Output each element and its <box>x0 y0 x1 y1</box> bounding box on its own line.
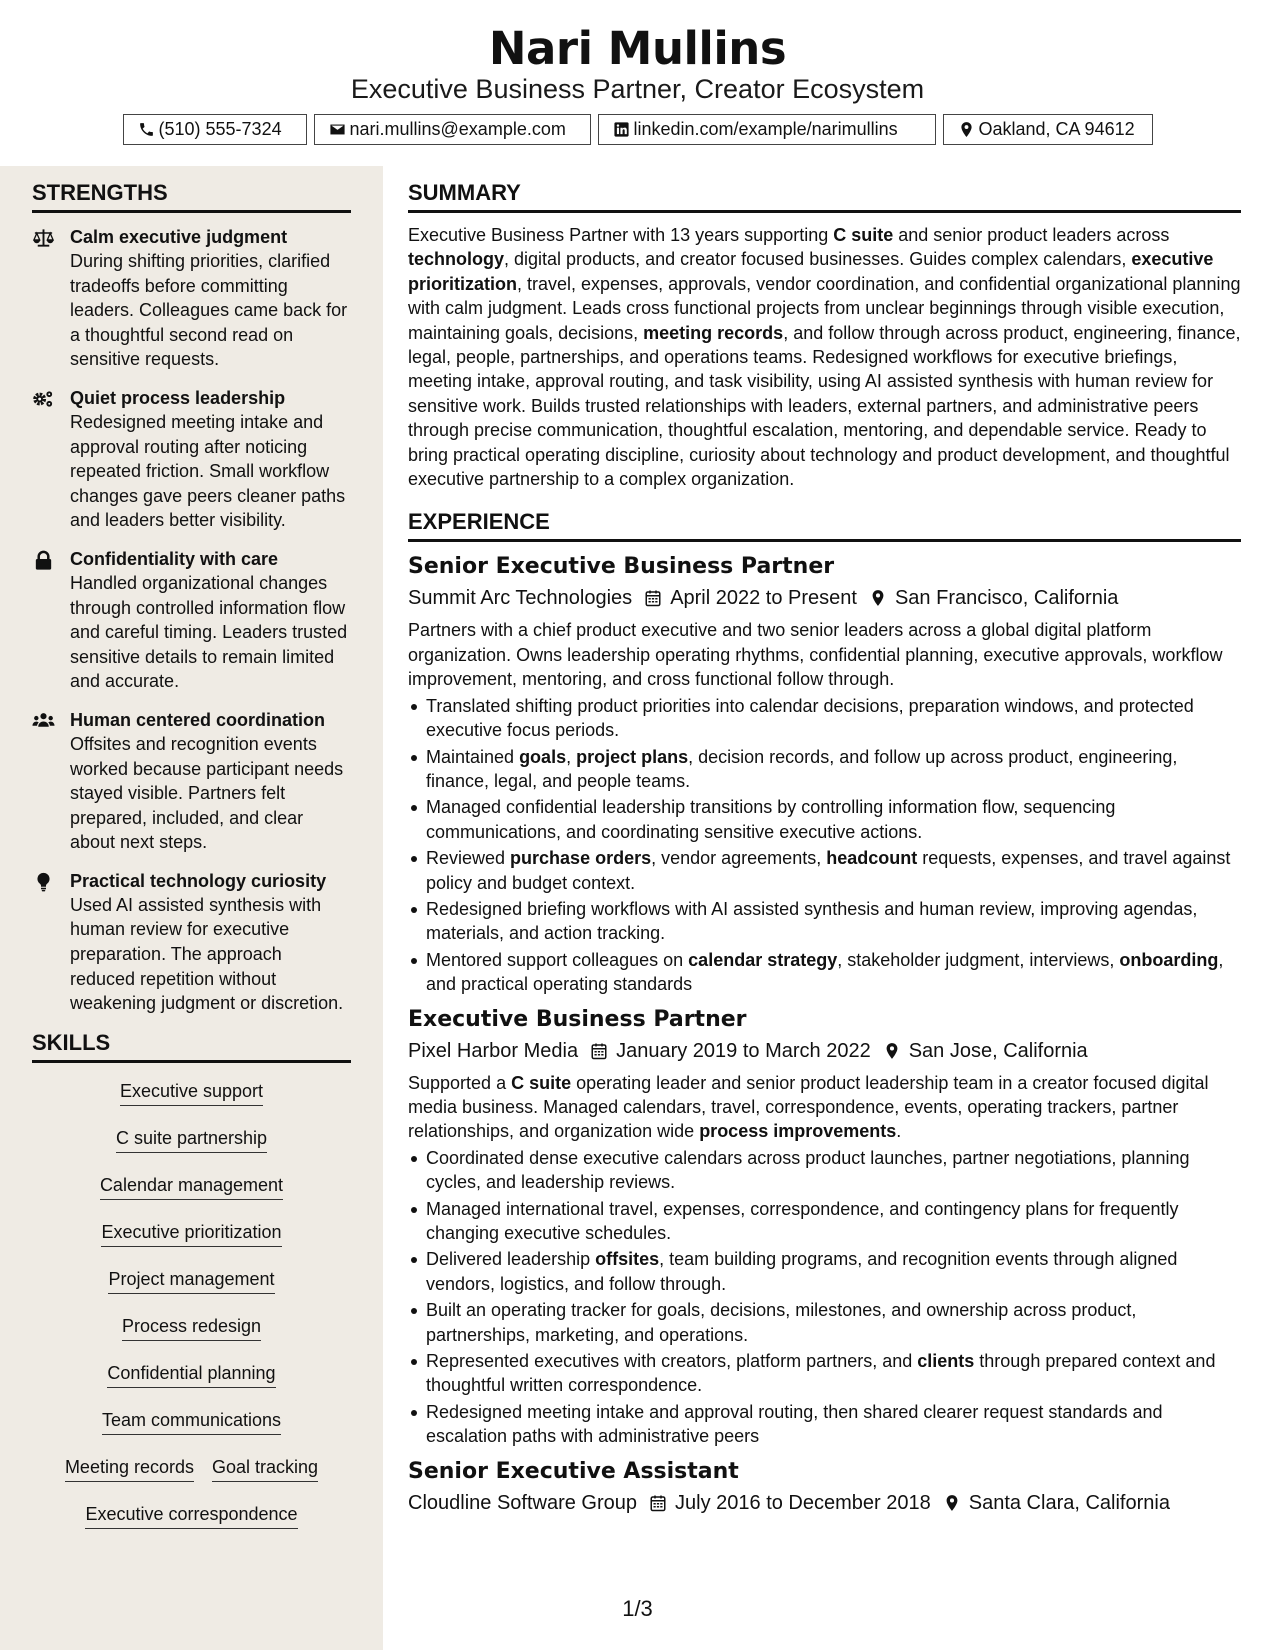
summary-keyword: meeting records <box>643 322 784 343</box>
job-title: Senior Executive Business Partner <box>408 554 835 580</box>
job-location: Santa Clara, California <box>968 1491 1170 1514</box>
bullet-keyword: purchase orders <box>510 848 652 869</box>
summary-heading: SUMMARY <box>408 180 1241 213</box>
job-bullet <box>408 1349 1241 1398</box>
bullet-segment: Mentored support colleagues on <box>426 949 689 970</box>
job-meta <box>408 1035 1241 1067</box>
desc-segment: . <box>896 1121 902 1142</box>
linkedin-contact[interactable] <box>598 114 936 145</box>
map-marker-icon <box>883 1042 901 1060</box>
job-bullet <box>408 745 1241 794</box>
strength-description: During shifting priorities, clarified tradeoffs before committing leaders. Colleagues came back for a thoughtful second read on sensitive requests. <box>70 251 348 370</box>
candidate-headline: Executive Business Partner, Creator Ecosystem <box>350 74 925 104</box>
phone-icon <box>138 121 155 138</box>
strength-description: Redesigned meeting intake and approval routing after noticing repeated friction. Small workflow changes gave peers cleaner paths and leaders better visibility. <box>70 411 346 531</box>
phone-contact[interactable] <box>123 114 307 145</box>
bullet-segment: Reviewed <box>426 848 511 869</box>
bullet-segment: , vendor agreements, <box>651 848 827 869</box>
strength-item <box>32 708 351 855</box>
bullet-keyword: goals <box>519 746 567 767</box>
job-bullet <box>408 846 1241 895</box>
summary-keyword: C suite <box>833 225 894 245</box>
summary-keyword: technology <box>408 249 505 270</box>
skill-tag: Team communications <box>102 1410 281 1435</box>
job-dates: April 2022 to Present <box>670 587 857 610</box>
summary-segment: , and follow through across product, engineering, finance, legal, people, partnerships, and operations teams. Redesigned workflows for executive briefings, meeting intake, approval routing, and task visibility, using AI assisted synthesis with human review for sensitive work. Builds trusted relationships with leaders, external partners, and administrative peers through precise communication, thoughtful escalation, mentoring, and dependable service. Ready to bring practical operating discipline, curiosity about technology and product development, and thoughtful executive partnership to a complex organization. <box>408 322 1241 490</box>
bullet-segment: Managed international travel, expenses, correspondence, and contingency plans for frequently changing executive schedules. <box>426 1198 1179 1243</box>
job-bullet <box>408 1400 1241 1449</box>
strength-title: Confidentiality with care <box>70 548 279 569</box>
bullet-segment: Redesigned meeting intake and approval routing, then shared clearer request standards and escalation paths with administrative peers <box>426 1401 1163 1447</box>
skill-tag: Executive correspondence <box>85 1504 297 1529</box>
bullet-segment: Maintained <box>426 746 520 767</box>
strength-title: Human centered coordination <box>70 709 326 730</box>
skill-tag: C suite partnership <box>116 1128 267 1153</box>
contact-bar <box>0 114 1275 145</box>
bullet-keyword: calendar strategy <box>688 949 838 970</box>
summary-keyword: executive prioritization <box>408 249 1214 294</box>
summary-segment: , digital products, and creator focused businesses. Guides complex calendars, <box>504 249 1132 270</box>
bullet-keyword: onboarding <box>1119 949 1219 970</box>
job-entry <box>408 1005 1241 1449</box>
sidebar <box>0 166 383 1650</box>
job-bullets <box>408 1146 1241 1449</box>
bullet-keyword: clients <box>917 1351 975 1372</box>
bullet-segment: , team building programs, and recognition events through aligned vendors, logistics, and follow through. <box>426 1249 1178 1294</box>
job-location: San Francisco, California <box>894 587 1119 610</box>
job-bullet <box>408 795 1241 844</box>
bullet-segment: Translated shifting product priorities into calendar decisions, preparation windows, and protected executive focus periods. <box>426 695 1194 741</box>
calendar-icon <box>590 1042 608 1060</box>
bullet-segment: , <box>566 746 577 767</box>
summary-segment: Executive Business Partner with 13 years supporting <box>408 225 834 245</box>
calendar-icon <box>644 589 662 607</box>
job-description <box>408 1071 1241 1144</box>
skill-tag: Executive prioritization <box>101 1222 281 1247</box>
strength-item <box>32 547 351 694</box>
desc-keyword: C suite <box>511 1072 572 1093</box>
bullet-segment: , and practical operating standards <box>426 949 1224 995</box>
page-number: 1/3 <box>622 1596 653 1621</box>
skill-tag: Process redesign <box>122 1316 261 1341</box>
job-dates: January 2019 to March 2022 <box>616 1039 871 1062</box>
skill-tag: Goal tracking <box>212 1457 318 1482</box>
strength-title: Quiet process leadership <box>70 387 286 408</box>
job-bullet <box>408 897 1241 946</box>
location-contact <box>943 114 1153 145</box>
bullet-segment: through prepared context and thoughtful written correspondence. <box>426 1351 1216 1396</box>
desc-segment: Supported a <box>408 1072 512 1093</box>
strength-title: Calm executive judgment <box>70 227 288 247</box>
bullet-segment: Coordinated dense executive calendars across product launches, partner negotiations, planning cycles, and leadership reviews. <box>426 1147 1190 1193</box>
lock-icon <box>32 550 55 570</box>
job-entry <box>408 1457 1241 1519</box>
skill-tag: Executive support <box>120 1081 263 1106</box>
experience-heading: EXPERIENCE <box>408 509 1241 542</box>
envelope-icon <box>329 121 346 138</box>
calendar-icon <box>649 1494 667 1512</box>
strength-item <box>32 225 351 372</box>
job-entry <box>408 552 1241 996</box>
main-content <box>408 180 1241 1523</box>
strength-item <box>32 869 351 1016</box>
company-name: Summit Arc Technologies <box>408 587 633 610</box>
resume-header <box>0 0 1275 166</box>
bullet-keyword: offsites <box>595 1249 660 1270</box>
job-location: San Jose, California <box>908 1039 1088 1062</box>
balance-scale-icon <box>32 228 55 248</box>
candidate-name: Nari Mullins <box>488 22 787 75</box>
strength-description: Used AI assisted synthesis with human review for executive preparation. The approach reduced repetition without weakening judgment or discretion. <box>70 894 344 1014</box>
linkedin-icon <box>613 121 630 138</box>
phone-text: (510) 555-7324 <box>158 119 282 139</box>
bullet-segment: requests, expenses, and travel against policy and budget context. <box>426 848 1231 893</box>
summary-text <box>408 223 1241 491</box>
job-title: Senior Executive Assistant <box>408 1458 739 1484</box>
map-marker-icon <box>869 589 887 607</box>
skill-tag: Confidential planning <box>107 1363 275 1388</box>
strength-description: Offsites and recognition events worked because participant needs stayed visible. Partners felt prepared, included, and clear about next steps. <box>70 733 344 853</box>
skills-list <box>32 1075 351 1529</box>
desc-segment: operating leader and senior product leadership team in a creator focused digital media business. Managed calendars, travel, correspondence, events, operating trackers, partner relationships, and organization wide <box>408 1072 1209 1142</box>
email-contact[interactable] <box>314 114 591 145</box>
company-name: Pixel Harbor Media <box>408 1039 579 1062</box>
bullet-segment: Built an operating tracker for goals, decisions, milestones, and ownership across product, partnerships, marketing, and operations. <box>426 1300 1137 1345</box>
bullet-segment: , stakeholder judgment, interviews, <box>837 949 1120 970</box>
job-bullets <box>408 694 1241 997</box>
job-bullet <box>408 1247 1241 1296</box>
gears-icon <box>32 389 55 409</box>
location-text: Oakland, CA 94612 <box>978 119 1135 139</box>
skill-tag: Meeting records <box>65 1457 194 1482</box>
bullet-segment: Managed confidential leadership transitions by controlling information flow, sequencing communications, and coordinating sensitive executive actions. <box>426 797 1116 842</box>
bullet-segment: Delivered leadership <box>426 1249 596 1270</box>
job-meta <box>408 582 1241 614</box>
bullet-segment: Represented executives with creators, platform partners, and <box>426 1351 918 1372</box>
strength-title: Practical technology curiosity <box>70 870 327 891</box>
map-marker-icon <box>943 1494 961 1512</box>
job-bullet <box>408 694 1241 743</box>
job-bullet <box>408 1197 1241 1246</box>
job-dates: July 2016 to December 2018 <box>675 1491 931 1514</box>
bullet-segment: , decision records, and follow up across product, engineering, finance, legal, and people teams. <box>426 746 1178 791</box>
email-text: nari.mullins@example.com <box>349 119 566 139</box>
job-bullet <box>408 1298 1241 1347</box>
summary-segment: and senior product leaders across <box>893 225 1170 245</box>
job-description: Partners with a chief product executive and two senior leaders across a global digital platform organization. Owns leadership operating rhythms, confidential planning, executive approvals, workflow improvement, mentoring, and cross functional follow through. <box>408 620 1223 690</box>
desc-keyword: process improvements <box>699 1121 897 1142</box>
job-bullet <box>408 1146 1241 1195</box>
job-title: Executive Business Partner <box>408 1006 747 1032</box>
bullet-keyword: headcount <box>826 848 918 869</box>
map-marker-icon <box>958 121 975 138</box>
lightbulb-icon <box>32 872 55 892</box>
strength-description: Handled organizational changes through controlled information flow and careful timing. Leaders trusted sensitive details to remain limited and accurate. <box>70 572 348 692</box>
bullet-segment: Redesigned briefing workflows with AI assisted synthesis and human review, improving agendas, materials, and action tracking. <box>426 898 1198 944</box>
job-meta <box>408 1487 1241 1519</box>
strengths-heading: STRENGTHS <box>32 180 351 213</box>
skills-heading: SKILLS <box>32 1030 351 1063</box>
job-bullet <box>408 948 1241 997</box>
summary-segment: , travel, expenses, approvals, vendor coordination, and confidential organizational planning with calm judgment. Leads cross functional projects from unclear beginnings through visible execution, maintaining goals, decisions, <box>408 273 1241 343</box>
skill-tag: Project management <box>108 1269 274 1294</box>
linkedin-text: linkedin.com/example/narimullins <box>633 119 898 139</box>
people-icon <box>32 711 55 731</box>
bullet-keyword: project plans <box>576 746 689 767</box>
strength-item <box>32 386 351 533</box>
skill-tag: Calendar management <box>100 1175 283 1200</box>
company-name: Cloudline Software Group <box>408 1491 638 1514</box>
